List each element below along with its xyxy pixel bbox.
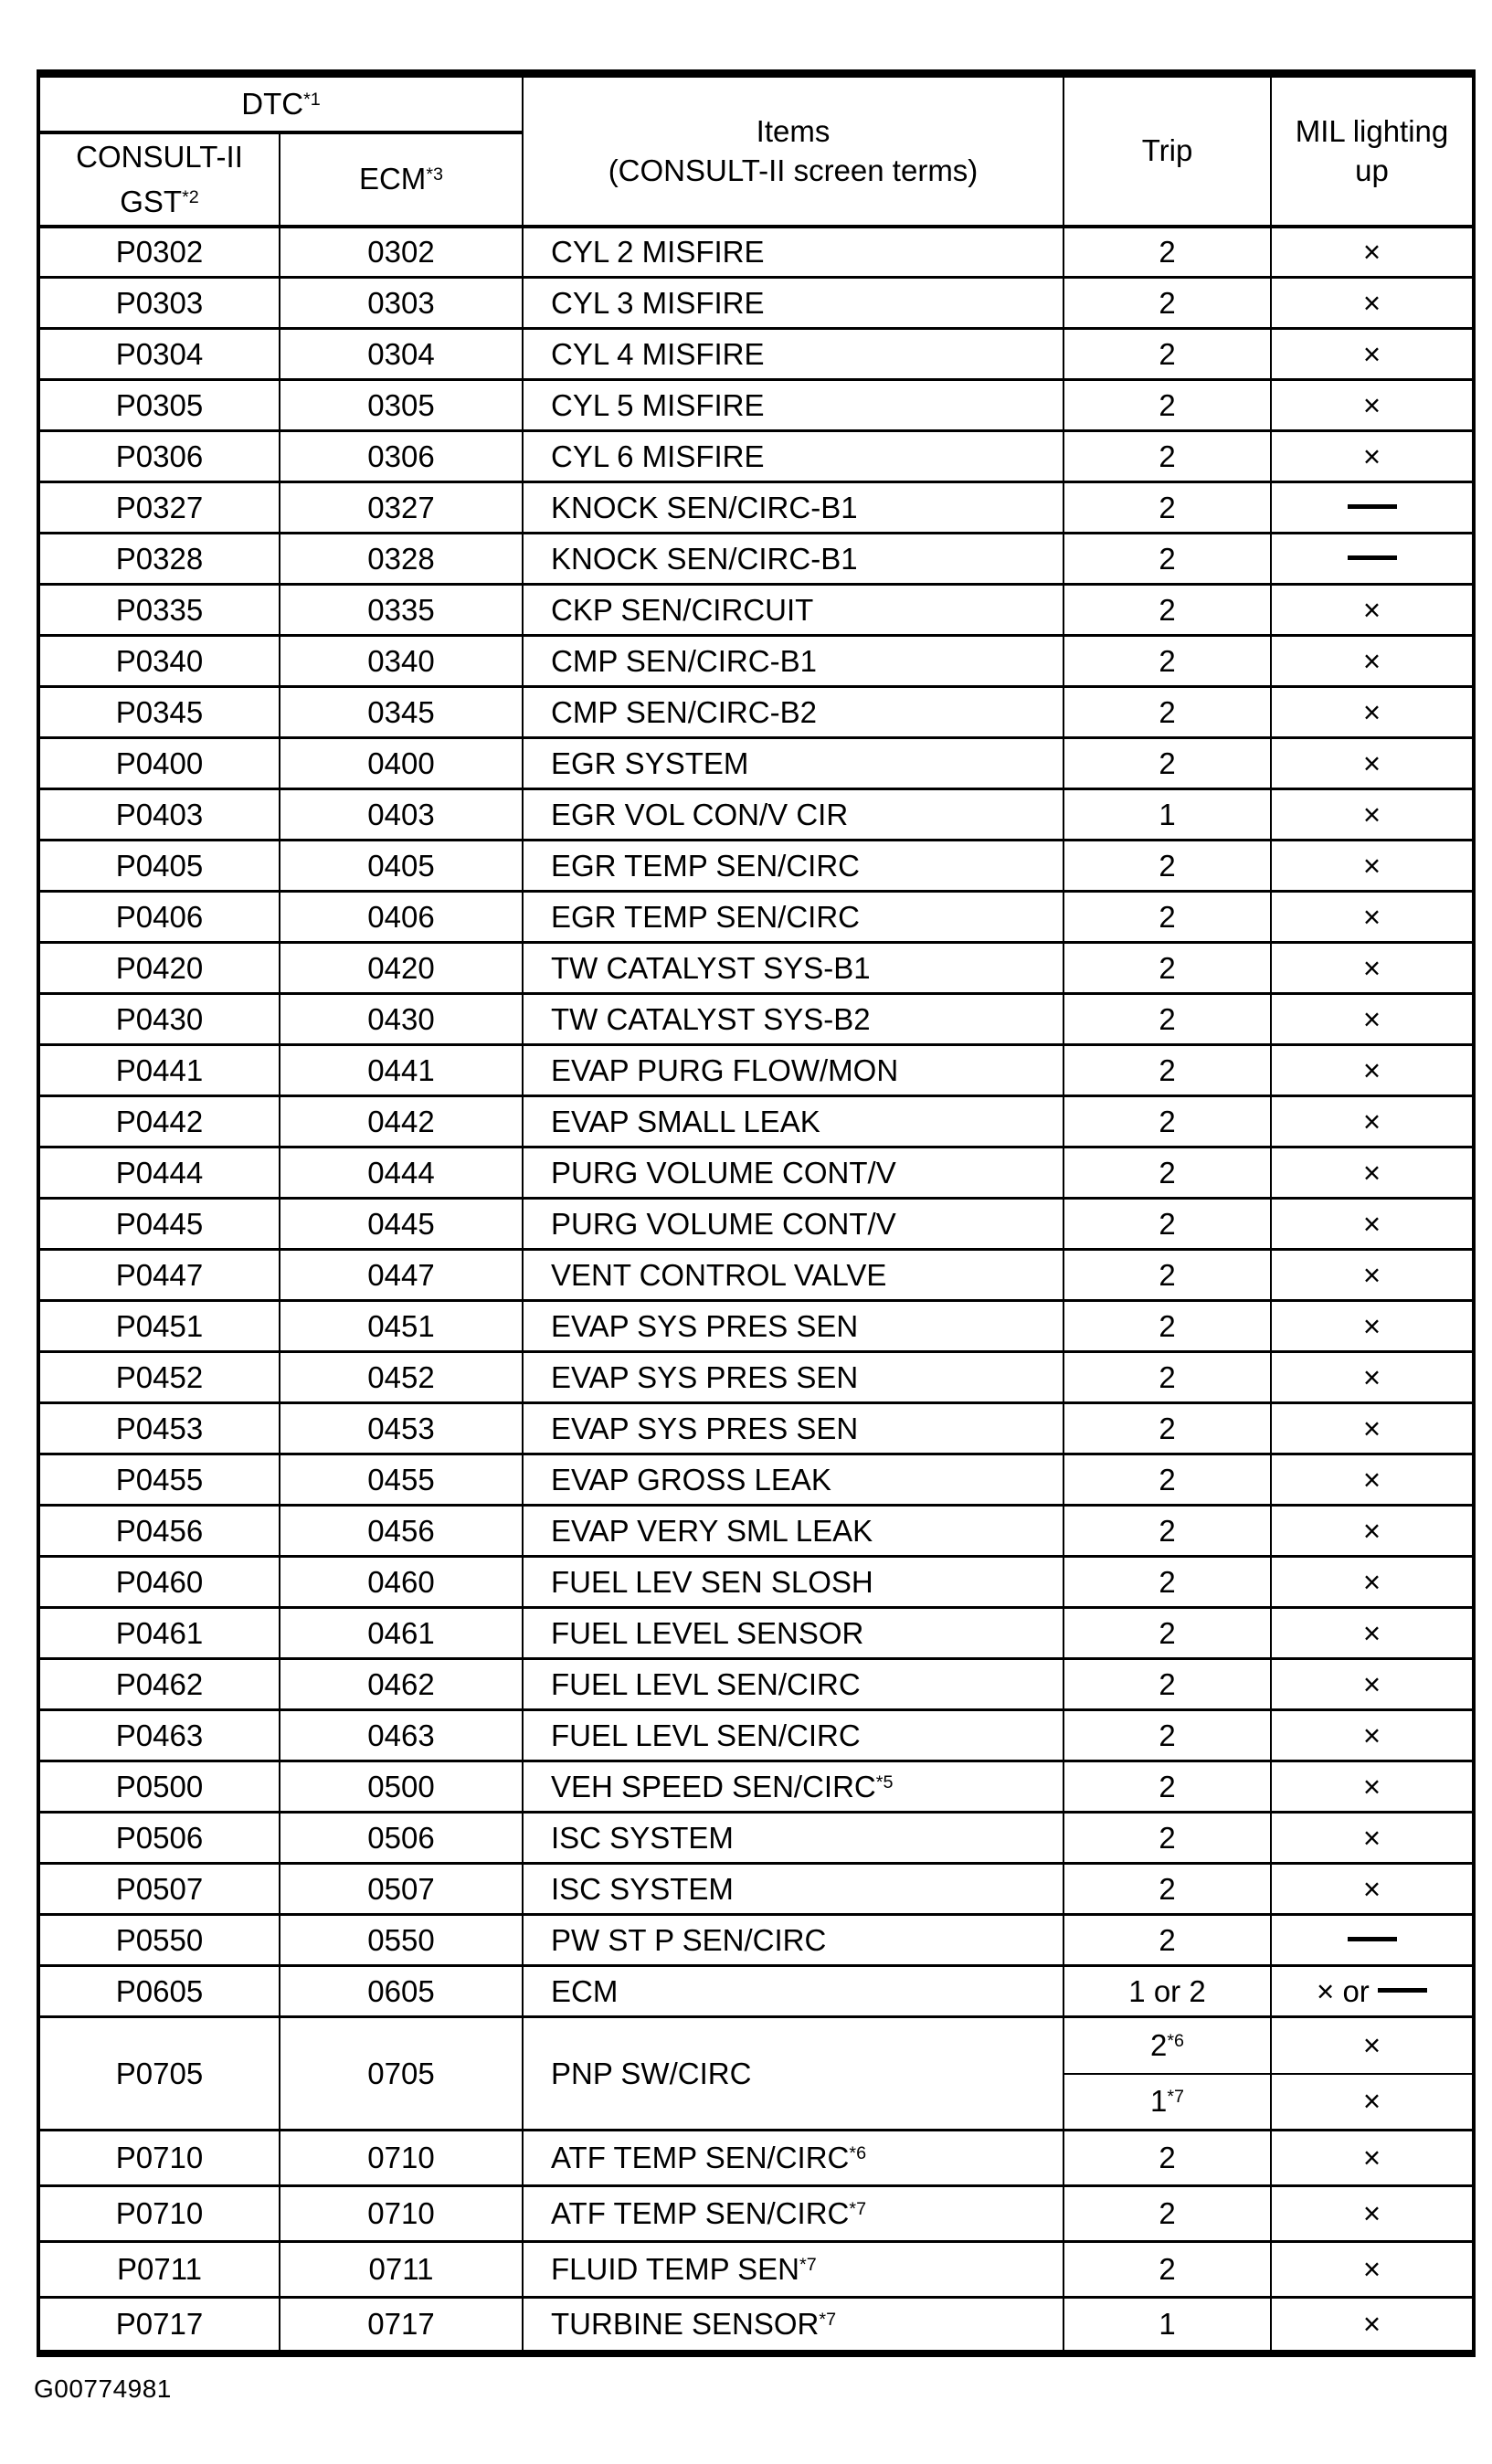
consult-gst-code-cell: P0507 [38,1864,280,1915]
mil-cell: × [1271,1761,1474,1813]
consult-gst-code-cell: P0406 [38,892,280,943]
consult-gst-code-cell: P0327 [38,482,280,534]
ecm-code-cell: 0302 [280,227,523,278]
gst-footnote-sup: *2 [182,187,199,208]
item-cell: CYL 6 MISFIRE [523,431,1063,482]
table-row [38,892,1474,943]
item-cell: VENT CONTROL VALVE [523,1250,1063,1301]
mil-cell: × [1271,329,1474,380]
consult-gst-code-cell: P0463 [38,1710,280,1761]
trip-cell: 2 [1063,1659,1271,1710]
mil-cell [1271,482,1474,534]
table-row [38,1454,1474,1506]
trip-cell: 2 [1063,1506,1271,1557]
item-cell: FLUID TEMP SEN$^{*7}$ [523,2242,1063,2298]
consult-gst-code-cell: P0452 [38,1352,280,1403]
item-cell: EVAP SMALL LEAK [523,1096,1063,1147]
item-cell: KNOCK SEN/CIRC-B1 [523,534,1063,585]
mil-cell [1271,1915,1474,1966]
consult-gst-code-cell: P0447 [38,1250,280,1301]
mil-cell: × [1271,2242,1474,2298]
table-row [38,1096,1474,1147]
consult-gst-code-cell: P0460 [38,1557,280,1608]
ecm-code-cell: 0420 [280,943,523,994]
consult-gst-code-cell: P0302 [38,227,280,278]
trip-cell: 1 [1063,789,1271,841]
trip-cell: 2 [1063,892,1271,943]
consult-gst-code-cell: P0405 [38,841,280,892]
item-cell: ISC SYSTEM [523,1864,1063,1915]
consult-gst-code-cell: P0445 [38,1199,280,1250]
mil-cell: × [1271,738,1474,789]
trip-cell: 2 [1063,1915,1271,1966]
ecm-code-cell: 0340 [280,636,523,687]
trip-cell: 2 [1063,1199,1271,1250]
col-header-ecm [280,132,523,227]
trip-cell: 2 [1063,1557,1271,1608]
item-cell: PURG VOLUME CONT/V [523,1147,1063,1199]
item-cell: EVAP PURG FLOW/MON [523,1045,1063,1096]
ecm-code-cell: 0507 [280,1864,523,1915]
trip-cell: 2 [1063,329,1271,380]
mil-cell: × [1271,1506,1474,1557]
mil-cell: × [1271,1403,1474,1454]
ecm-footnote-sup: *3 [426,164,444,185]
trip-cell: 2 [1063,1761,1271,1813]
trip-cell: 2 [1063,1250,1271,1301]
mil-cell: × [1271,2074,1474,2131]
header-row-1 [38,74,1474,132]
mil-cell: × [1271,2298,1474,2353]
ecm-code-cell: 0335 [280,585,523,636]
trip-cell: 2 [1063,1454,1271,1506]
mil-cell: × [1271,2131,1474,2186]
ecm-code-cell: 0462 [280,1659,523,1710]
trip-cell: 2 [1063,1045,1271,1096]
trip-cell: 2 [1063,994,1271,1045]
ecm-code-cell: 0345 [280,687,523,738]
table-row [38,1710,1474,1761]
trip-cell: 2 [1063,1710,1271,1761]
mil-cell: × [1271,1096,1474,1147]
table-row [38,329,1474,380]
item-cell: EGR TEMP SEN/CIRC [523,892,1063,943]
consult-gst-code-cell: P0403 [38,789,280,841]
mil-cell: × [1271,1813,1474,1864]
trip-cell: 1$^{*7}$ [1063,2074,1271,2131]
table-row [38,1506,1474,1557]
col-header-items [523,74,1063,227]
table-row [38,278,1474,329]
consult-gst-code-cell: P0710 [38,2131,280,2186]
footnote-sup: *6 [849,2143,867,2164]
mil-cell: × [1271,789,1474,841]
mil-cell: × [1271,1659,1474,1710]
item-cell: CKP SEN/CIRCUIT [523,585,1063,636]
mil-cell: × [1271,1454,1474,1506]
consult-label-line2: GST [120,185,183,218]
table-row [38,2017,1474,2074]
table-row [38,482,1474,534]
col-header-dtc [38,74,523,132]
mil-cell: × [1271,431,1474,482]
ecm-code-cell: 0445 [280,1199,523,1250]
table-row [38,1301,1474,1352]
table-row [38,1199,1474,1250]
item-cell: TW CATALYST SYS-B1 [523,943,1063,994]
mil-cell: × [1271,227,1474,278]
trip-cell: 2 [1063,585,1271,636]
item-cell: EVAP SYS PRES SEN [523,1403,1063,1454]
table-row [38,227,1474,278]
ecm-code-cell: 0406 [280,892,523,943]
consult-gst-code-cell: P0305 [38,380,280,431]
item-cell: FUEL LEVL SEN/CIRC [523,1710,1063,1761]
trip-cell: 2 [1063,227,1271,278]
table-row [38,1864,1474,1915]
table-row [38,1813,1474,1864]
trip-cell: 1 [1063,2298,1271,2353]
trip-cell: 2 [1063,1352,1271,1403]
dtc-table-body [38,227,1474,2353]
ecm-code-cell: 0710 [280,2186,523,2242]
table-row [38,841,1474,892]
mil-cell: × [1271,1710,1474,1761]
trip-cell: 2 [1063,636,1271,687]
ecm-code-cell: 0456 [280,1506,523,1557]
table-row [38,1147,1474,1199]
table-row [38,380,1474,431]
ecm-code-cell: 0447 [280,1250,523,1301]
item-cell: KNOCK SEN/CIRC-B1 [523,482,1063,534]
mil-cell: × [1271,380,1474,431]
table-row [38,2186,1474,2242]
mil-cell: × [1271,585,1474,636]
consult-gst-code-cell: P0711 [38,2242,280,2298]
consult-gst-code-cell: P0456 [38,1506,280,1557]
ecm-code-cell: 0304 [280,329,523,380]
item-cell: PNP SW/CIRC [523,2017,1063,2131]
dash-mark [1378,1988,1427,1993]
items-label-line2: (CONSULT-II screen terms) [608,153,979,188]
footnote-sup: *7 [819,2309,837,2330]
mil-cell: × or [1271,1966,1474,2017]
dtc-table [37,69,1476,2357]
table-header [38,74,1474,227]
dash-mark [1348,1937,1397,1941]
table-row [38,585,1474,636]
ecm-code-cell: 0306 [280,431,523,482]
mil-cell: × [1271,687,1474,738]
table-row [38,994,1474,1045]
trip-cell: 2 [1063,841,1271,892]
table-row [38,1761,1474,1813]
trip-cell: 2 [1063,2242,1271,2298]
item-cell: ECM [523,1966,1063,2017]
ecm-code-cell: 0455 [280,1454,523,1506]
consult-gst-code-cell: P0717 [38,2298,280,2353]
consult-gst-code-cell: P0710 [38,2186,280,2242]
footnote-sup: *7 [799,2255,817,2276]
trip-cell: 2 [1063,278,1271,329]
mil-cell: × [1271,1608,1474,1659]
table-row [38,2131,1474,2186]
table-row [38,534,1474,585]
trip-cell: 2 [1063,1147,1271,1199]
table-row [38,1352,1474,1403]
mil-cell [1271,534,1474,585]
mil-label-line1: MIL lighting [1295,113,1449,148]
item-cell: EGR TEMP SEN/CIRC [523,841,1063,892]
item-cell: CYL 4 MISFIRE [523,329,1063,380]
table-row [38,1557,1474,1608]
table-row [38,1966,1474,2017]
table-row [38,2242,1474,2298]
table-row [38,687,1474,738]
item-cell: EVAP SYS PRES SEN [523,1301,1063,1352]
ecm-code-cell: 0400 [280,738,523,789]
footnote-sup: *7 [849,2199,867,2220]
ecm-code-cell: 0710 [280,2131,523,2186]
ecm-code-cell: 0500 [280,1761,523,1813]
consult-gst-code-cell: P0345 [38,687,280,738]
ecm-code-cell: 0327 [280,482,523,534]
ecm-code-cell: 0463 [280,1710,523,1761]
dash-mark [1348,555,1397,560]
ecm-code-cell: 0444 [280,1147,523,1199]
mil-cell: × [1271,1352,1474,1403]
ecm-code-cell: 0461 [280,1608,523,1659]
consult-gst-code-cell: P0335 [38,585,280,636]
trip-cell: 2 [1063,1403,1271,1454]
trip-cell: 2 [1063,482,1271,534]
ecm-code-cell: 0711 [280,2242,523,2298]
mil-cell: × [1271,1199,1474,1250]
item-cell: PW ST P SEN/CIRC [523,1915,1063,1966]
dtc-footnote-sup: *1 [303,89,321,110]
mil-cell: × [1271,994,1474,1045]
footnote-sup: *5 [875,1771,894,1792]
ecm-code-cell: 0550 [280,1915,523,1966]
consult-gst-code-cell: P0455 [38,1454,280,1506]
ecm-code-cell: 0452 [280,1352,523,1403]
mil-cell: × [1271,1147,1474,1199]
item-cell: VEH SPEED SEN/CIRC$^{*5}$ [523,1761,1063,1813]
trip-cell: 2 [1063,534,1271,585]
mil-cell: × [1271,1864,1474,1915]
col-header-consult-gst [38,132,280,227]
consult-gst-code-cell: P0400 [38,738,280,789]
table-row [38,1045,1474,1096]
item-cell: ATF TEMP SEN/CIRC$^{*7}$ [523,2186,1063,2242]
trip-cell: 2$^{*6}$ [1063,2017,1271,2074]
consult-gst-code-cell: P0430 [38,994,280,1045]
mil-cell: × [1271,636,1474,687]
trip-cell: 2 [1063,687,1271,738]
table-row [38,1250,1474,1301]
mil-cell: × [1271,278,1474,329]
consult-gst-code-cell: P0451 [38,1301,280,1352]
consult-gst-code-cell: P0506 [38,1813,280,1864]
table-row [38,943,1474,994]
consult-gst-code-cell: P0462 [38,1659,280,1710]
consult-gst-code-cell: P0340 [38,636,280,687]
trip-cell: 2 [1063,2131,1271,2186]
ecm-code-cell: 0506 [280,1813,523,1864]
mil-cell: × [1271,2186,1474,2242]
consult-gst-code-cell: P0420 [38,943,280,994]
trip-cell: 2 [1063,1813,1271,1864]
item-cell: EVAP GROSS LEAK [523,1454,1063,1506]
table-row [38,431,1474,482]
items-label-line1: Items [756,113,831,148]
item-cell: EGR VOL CON/V CIR [523,789,1063,841]
footnote-sup: *6 [1167,2030,1185,2051]
mil-cell: × [1271,2017,1474,2074]
consult-gst-code-cell: P0444 [38,1147,280,1199]
item-cell: CYL 2 MISFIRE [523,227,1063,278]
ecm-code-cell: 0305 [280,380,523,431]
trip-cell: 2 [1063,943,1271,994]
consult-label-line1: CONSULT-II [76,139,243,174]
ecm-label: ECM [358,162,427,196]
mil-cell: × [1271,841,1474,892]
ecm-code-cell: 0453 [280,1403,523,1454]
item-cell: ATF TEMP SEN/CIRC$^{*6}$ [523,2131,1063,2186]
table-row [38,1403,1474,1454]
item-cell: EVAP VERY SML LEAK [523,1506,1063,1557]
trip-cell: 2 [1063,738,1271,789]
item-cell: CYL 3 MISFIRE [523,278,1063,329]
ecm-code-cell: 0605 [280,1966,523,2017]
consult-gst-code-cell: P0453 [38,1403,280,1454]
consult-gst-code-cell: P0306 [38,431,280,482]
item-cell: EVAP SYS PRES SEN [523,1352,1063,1403]
item-cell: CMP SEN/CIRC-B1 [523,636,1063,687]
consult-gst-code-cell: P0550 [38,1915,280,1966]
consult-gst-code-cell: P0328 [38,534,280,585]
mil-cell: × [1271,943,1474,994]
footnote-sup: *7 [1167,2087,1185,2108]
ecm-code-cell: 0328 [280,534,523,585]
table-row [38,636,1474,687]
col-header-mil [1271,74,1474,227]
trip-cell: 2 [1063,1864,1271,1915]
mil-cell: × [1271,1250,1474,1301]
ecm-code-cell: 0405 [280,841,523,892]
mil-cell: × [1271,1557,1474,1608]
ecm-code-cell: 0403 [280,789,523,841]
ecm-code-cell: 0442 [280,1096,523,1147]
trip-cell: 2 [1063,1301,1271,1352]
item-cell: ISC SYSTEM [523,1813,1063,1864]
item-cell: EGR SYSTEM [523,738,1063,789]
figure-id: G00774981 [34,2374,172,2403]
trip-cell: 2 [1063,2186,1271,2242]
item-cell: CYL 5 MISFIRE [523,380,1063,431]
trip-cell: 2 [1063,380,1271,431]
ecm-code-cell: 0717 [280,2298,523,2353]
consult-gst-code-cell: P0303 [38,278,280,329]
consult-gst-code-cell: P0461 [38,1608,280,1659]
consult-gst-code-cell: P0500 [38,1761,280,1813]
item-cell: FUEL LEVEL SENSOR [523,1608,1063,1659]
trip-cell: 2 [1063,1096,1271,1147]
dash-mark [1348,504,1397,509]
mil-cell: × [1271,892,1474,943]
table-row [38,738,1474,789]
item-cell: FUEL LEVL SEN/CIRC [523,1659,1063,1710]
trip-cell: 1 or 2 [1063,1966,1271,2017]
ecm-code-cell: 0705 [280,2017,523,2131]
item-cell: PURG VOLUME CONT/V [523,1199,1063,1250]
consult-gst-code-cell: P0605 [38,1966,280,2017]
item-cell: CMP SEN/CIRC-B2 [523,687,1063,738]
item-cell: TW CATALYST SYS-B2 [523,994,1063,1045]
trip-cell: 2 [1063,1608,1271,1659]
table-row [38,1659,1474,1710]
ecm-code-cell: 0451 [280,1301,523,1352]
mil-label-line2: up [1355,153,1389,188]
ecm-code-cell: 0430 [280,994,523,1045]
table-row [38,789,1474,841]
ecm-code-cell: 0441 [280,1045,523,1096]
item-cell: FUEL LEV SEN SLOSH [523,1557,1063,1608]
dtc-label: DTC [241,86,304,121]
consult-gst-code-cell: P0705 [38,2017,280,2131]
consult-gst-code-cell: P0442 [38,1096,280,1147]
item-cell: TURBINE SENSOR$^{*7}$ [523,2298,1063,2353]
mil-cell: × [1271,1301,1474,1352]
consult-gst-code-cell: P0441 [38,1045,280,1096]
ecm-code-cell: 0460 [280,1557,523,1608]
table-row [38,2298,1474,2353]
ecm-code-cell: 0303 [280,278,523,329]
table-row [38,1608,1474,1659]
col-header-trip: Trip [1063,74,1271,227]
table-row [38,1915,1474,1966]
consult-gst-code-cell: P0304 [38,329,280,380]
mil-cell: × [1271,1045,1474,1096]
trip-cell: 2 [1063,431,1271,482]
